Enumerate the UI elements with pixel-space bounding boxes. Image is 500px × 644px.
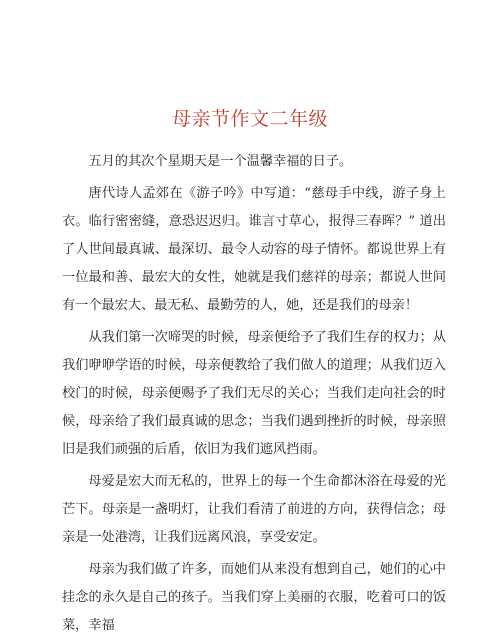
paragraph: 母爱是宏大而无私的，世界上的每一个生命都沐浴在母爱的光芒下。母亲是一盏明灯，让我们看清了前进的方向，获得信念；母亲是一处港湾，让我们远离风浪，享受安定。 (62, 474, 446, 545)
paragraph: 唐代诗人孟郊在《游子吟》中写道：“慈母手中线，游子身上衣。临行密密缝，意恐迟迟归。谁言寸草心，报得三春晖？” 道出了人世间最真诚、最深切、最令人动容的母子情怀。都说世界上有一位最和善、最宏大的女性，她就是我们慈祥的母亲；都说人世间有一个最宏大、最无私、最勤劳的人，她，还是我们的母亲！ (62, 186, 446, 313)
document-title: 母亲节作文二年级 (171, 108, 328, 130)
paragraph: 母亲为我们做了许多，而她们从来没有想到自己，她们的心中挂念的永久是自己的孩子。当我们穿上美丽的衣服，吃着可口的饭菜，幸福 (62, 562, 446, 633)
document-body (62, 148, 446, 644)
paragraph: 从我们第一次啼哭的时候，母亲便给予了我们生存的权力；从我们咿咿学语的时候，母亲便教给了我们做人的道理；从我们迈入校门的时候，母亲便赐予了我们无尽的关心；当我们走向社会的时候，母亲给了我们最真诚的思念；当我们遇到挫折的时候，母亲照旧是我们顽强的后盾，依旧为我们遮风挡雨。 (62, 330, 446, 457)
paragraph: 五月的其次个星期天是一个温馨幸福的日子。 (88, 154, 353, 169)
